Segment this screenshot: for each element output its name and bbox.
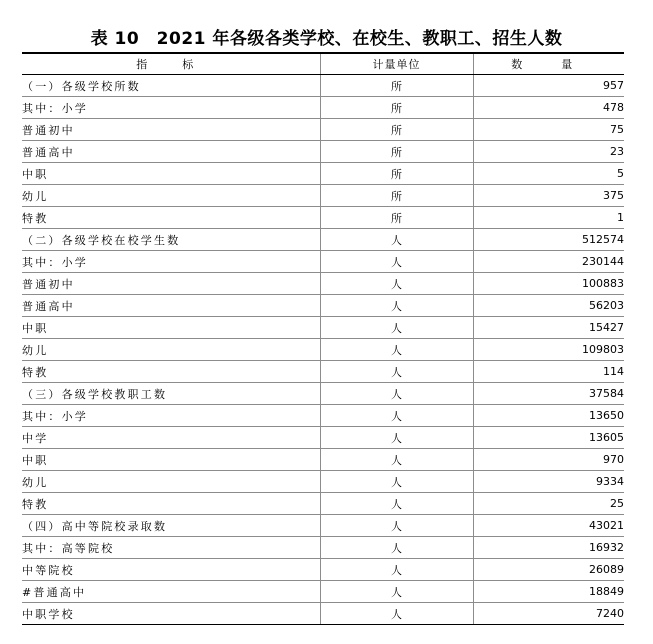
- row-value: 5: [473, 163, 624, 185]
- row-value: 375: [473, 185, 624, 207]
- row-value: 18849: [473, 581, 624, 603]
- table-row: [22, 163, 624, 185]
- row-indicator-name: 普通初中: [22, 273, 320, 295]
- row-value: 478: [473, 97, 624, 119]
- table-row: [22, 405, 624, 427]
- table-row: [22, 559, 624, 581]
- row-unit: 人: [320, 383, 473, 405]
- row-unit: 所: [320, 207, 473, 229]
- row-value: 37584: [473, 383, 624, 405]
- row-value: 23: [473, 141, 624, 163]
- table-row: [22, 581, 624, 603]
- row-indicator-name: 其中：小学: [22, 251, 320, 273]
- row-indicator-name: 幼儿: [22, 185, 320, 207]
- table-row: [22, 251, 624, 273]
- row-value: 75: [473, 119, 624, 141]
- table-row: [22, 493, 624, 515]
- row-unit: 人: [320, 427, 473, 449]
- table-body: [22, 75, 624, 625]
- row-indicator-name: 普通高中: [22, 141, 320, 163]
- row-indicator-name: 中职: [22, 317, 320, 339]
- row-indicator-name: 其中：小学: [22, 405, 320, 427]
- row-indicator-name: 幼儿: [22, 339, 320, 361]
- row-value: 970: [473, 449, 624, 471]
- row-unit: 人: [320, 471, 473, 493]
- row-unit: 所: [320, 141, 473, 163]
- table-row: [22, 75, 624, 97]
- row-value: 13605: [473, 427, 624, 449]
- row-unit: 人: [320, 229, 473, 251]
- row-indicator-name: 中职: [22, 163, 320, 185]
- row-indicator-name: 其中：小学: [22, 97, 320, 119]
- table-row: [22, 119, 624, 141]
- row-unit: 人: [320, 273, 473, 295]
- table-row: [22, 515, 624, 537]
- row-unit: 所: [320, 97, 473, 119]
- row-value: 114: [473, 361, 624, 383]
- row-value: 7240: [473, 603, 624, 625]
- row-unit: 人: [320, 361, 473, 383]
- row-indicator-name: 特教: [22, 493, 320, 515]
- table-row: [22, 361, 624, 383]
- row-unit: 人: [320, 493, 473, 515]
- row-unit: 人: [320, 449, 473, 471]
- row-unit: 人: [320, 405, 473, 427]
- row-indicator-name: 其中：高等院校: [22, 537, 320, 559]
- row-value: 512574: [473, 229, 624, 251]
- row-unit: 人: [320, 251, 473, 273]
- table-row: [22, 449, 624, 471]
- table-title: 表 10 2021 年各级各类学校、在校生、教职工、招生人数: [90, 29, 563, 49]
- row-indicator-name: 特教: [22, 207, 320, 229]
- row-indicator-name: （二）各级学校在校学生数: [22, 229, 320, 251]
- row-indicator-name: 普通高中: [22, 295, 320, 317]
- row-value: 43021: [473, 515, 624, 537]
- table-row: [22, 97, 624, 119]
- table-row: [22, 273, 624, 295]
- row-value: 109803: [473, 339, 624, 361]
- table-row: [22, 295, 624, 317]
- row-indicator-name: #普通高中: [22, 581, 320, 603]
- row-value: 25: [473, 493, 624, 515]
- table-row: [22, 471, 624, 493]
- column-header-unit: 计量单位: [320, 53, 473, 75]
- row-unit: 人: [320, 317, 473, 339]
- table-row: [22, 207, 624, 229]
- row-unit: 人: [320, 581, 473, 603]
- column-header-indicator: 指 标: [22, 53, 320, 75]
- table-row: [22, 317, 624, 339]
- row-value: 13650: [473, 405, 624, 427]
- table-row: [22, 229, 624, 251]
- table-row: [22, 185, 624, 207]
- row-unit: 所: [320, 119, 473, 141]
- column-header-value: 数 量: [473, 53, 624, 75]
- table-row: [22, 427, 624, 449]
- row-value: 16932: [473, 537, 624, 559]
- row-value: 957: [473, 75, 624, 97]
- table-row: [22, 141, 624, 163]
- row-value: 56203: [473, 295, 624, 317]
- table-row: [22, 383, 624, 405]
- row-indicator-name: 中学: [22, 427, 320, 449]
- row-indicator-name: 普通初中: [22, 119, 320, 141]
- row-indicator-name: 中等院校: [22, 559, 320, 581]
- table-header-row: [22, 53, 624, 75]
- row-unit: 人: [320, 339, 473, 361]
- row-unit: 人: [320, 603, 473, 625]
- row-value: 1: [473, 207, 624, 229]
- table-row: [22, 537, 624, 559]
- row-unit: 人: [320, 559, 473, 581]
- table-row: [22, 339, 624, 361]
- row-value: 230144: [473, 251, 624, 273]
- row-unit: 人: [320, 537, 473, 559]
- row-indicator-name: 幼儿: [22, 471, 320, 493]
- row-value: 9334: [473, 471, 624, 493]
- row-unit: 人: [320, 515, 473, 537]
- row-indicator-name: 中职: [22, 449, 320, 471]
- row-indicator-name: （四）高中等院校录取数: [22, 515, 320, 537]
- row-unit: 人: [320, 295, 473, 317]
- statistics-table: [22, 52, 624, 625]
- row-unit: 所: [320, 75, 473, 97]
- row-value: 26089: [473, 559, 624, 581]
- row-value: 15427: [473, 317, 624, 339]
- row-indicator-name: 中职学校: [22, 603, 320, 625]
- row-indicator-name: 特教: [22, 361, 320, 383]
- row-unit: 所: [320, 163, 473, 185]
- table-row: [22, 603, 624, 625]
- row-indicator-name: （一）各级学校所数: [22, 75, 320, 97]
- row-value: 100883: [473, 273, 624, 295]
- row-unit: 所: [320, 185, 473, 207]
- row-indicator-name: （三）各级学校教职工数: [22, 383, 320, 405]
